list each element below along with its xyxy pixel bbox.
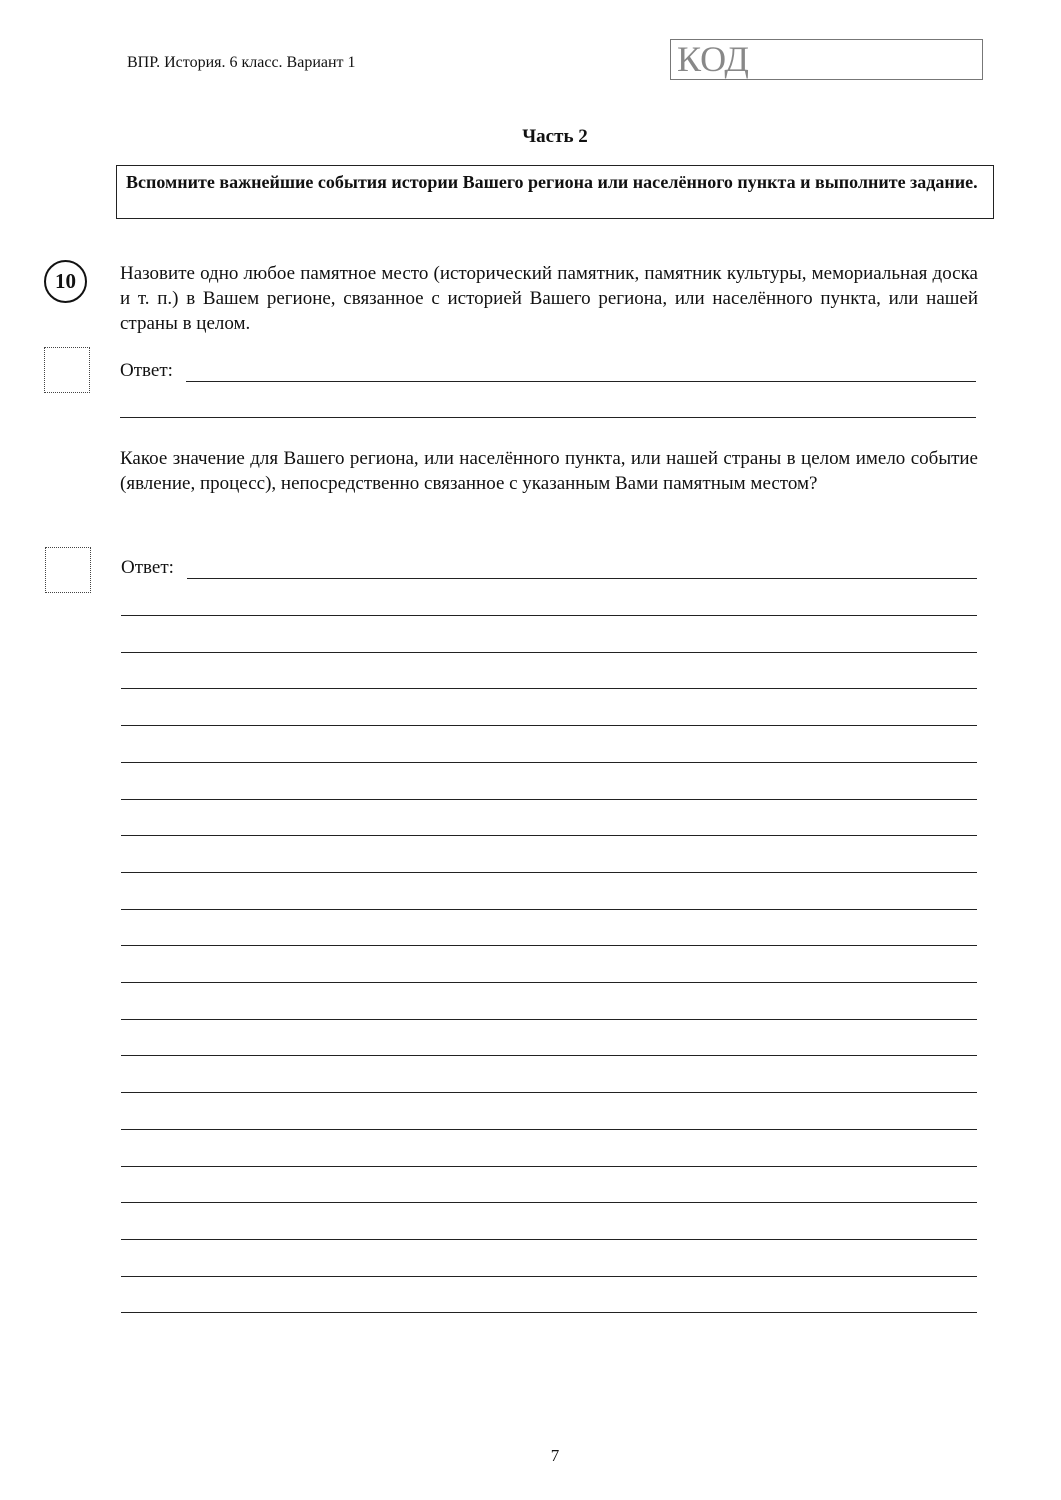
answer-line[interactable] bbox=[121, 762, 977, 763]
question-2-text: Какое значение для Вашего региона, или населённого пункта, или нашей страны в целом имело событие (явление, процесс), непосредственно связанное с указанным Вами памятным местом? bbox=[120, 448, 978, 494]
answer-line[interactable] bbox=[121, 615, 977, 616]
page-number: 7 bbox=[550, 1446, 560, 1465]
answer-line[interactable] bbox=[121, 872, 977, 873]
answer-line[interactable] bbox=[121, 652, 977, 653]
answer-line[interactable] bbox=[121, 799, 977, 800]
task-number-badge: 10 bbox=[44, 260, 87, 303]
question-1-text: Назовите одно любое памятное место (исторический памятник, памятник культуры, мемориальная доска и т. п.) в Вашем регионе, связанное с историей Вашего региона, или населённого пункта, или нашей страны в целом. bbox=[120, 263, 978, 334]
answer-label-2: Ответ: bbox=[121, 557, 174, 578]
answer-line[interactable] bbox=[121, 1202, 977, 1203]
answer-label-1: Ответ: bbox=[120, 360, 173, 381]
answer-line[interactable] bbox=[121, 1019, 977, 1020]
answer-line-1b[interactable] bbox=[120, 417, 976, 418]
answer-line[interactable] bbox=[121, 945, 977, 946]
answer-line[interactable] bbox=[121, 688, 977, 689]
answer-line[interactable] bbox=[121, 909, 977, 910]
answer-line[interactable] bbox=[121, 1129, 977, 1130]
part-title: Часть 2 bbox=[522, 126, 588, 147]
answer-line[interactable] bbox=[121, 1092, 977, 1093]
answer-line[interactable] bbox=[121, 1276, 977, 1277]
answer-line[interactable] bbox=[121, 982, 977, 983]
header-title: ВПР. История. 6 класс. Вариант 1 bbox=[127, 54, 356, 71]
answer-line-1[interactable] bbox=[186, 381, 976, 382]
answer-line-2[interactable] bbox=[187, 578, 977, 579]
instruction-box: Вспомните важнейшие события истории Вашего региона или населённого пункта и выполните задание. bbox=[116, 165, 994, 219]
answer-line[interactable] bbox=[121, 1166, 977, 1167]
code-box[interactable] bbox=[670, 39, 983, 80]
answer-line[interactable] bbox=[121, 1312, 977, 1313]
code-label: КОД bbox=[677, 39, 749, 79]
answer-line[interactable] bbox=[121, 835, 977, 836]
answer-line[interactable] bbox=[121, 725, 977, 726]
answer-line[interactable] bbox=[121, 1055, 977, 1056]
score-box-1[interactable] bbox=[44, 347, 90, 393]
answer-line[interactable] bbox=[121, 1239, 977, 1240]
score-box-2[interactable] bbox=[45, 547, 91, 593]
